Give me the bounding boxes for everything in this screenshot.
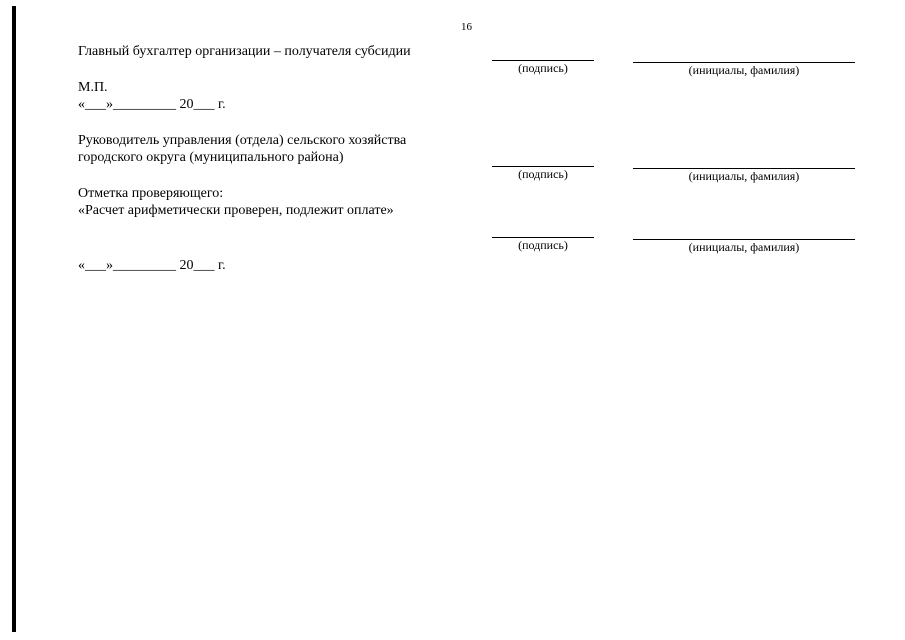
page-edge-bar — [12, 6, 16, 632]
checker-date: «___»_________ 20___ г. — [78, 258, 226, 273]
accountant-signature-label: (подпись) — [518, 61, 568, 75]
checker-signature-label: (подпись) — [518, 238, 568, 252]
manager-signature-label: (подпись) — [518, 167, 568, 181]
accountant-date: «___»_________ 20___ г. — [78, 97, 226, 112]
manager-title-line1: Руководитель управления (отдела) сельского хозяйства — [78, 133, 407, 148]
checker-note-line2: «Расчет арифметически проверен, подлежит оплате» — [78, 203, 394, 218]
accountant-name-label: (инициалы, фамилия) — [688, 63, 800, 77]
page-number: 16 — [461, 21, 472, 33]
stamp-mark: М.П. — [78, 80, 108, 95]
checker-name-label: (инициалы, фамилия) — [688, 240, 800, 254]
manager-name-label: (инициалы, фамилия) — [688, 169, 800, 183]
manager-title-line2: городского округа (муниципального района) — [78, 150, 344, 165]
accountant-title: Главный бухгалтер организации – получателя субсидии — [78, 44, 411, 59]
checker-note-line1: Отметка проверяющего: — [78, 186, 224, 201]
